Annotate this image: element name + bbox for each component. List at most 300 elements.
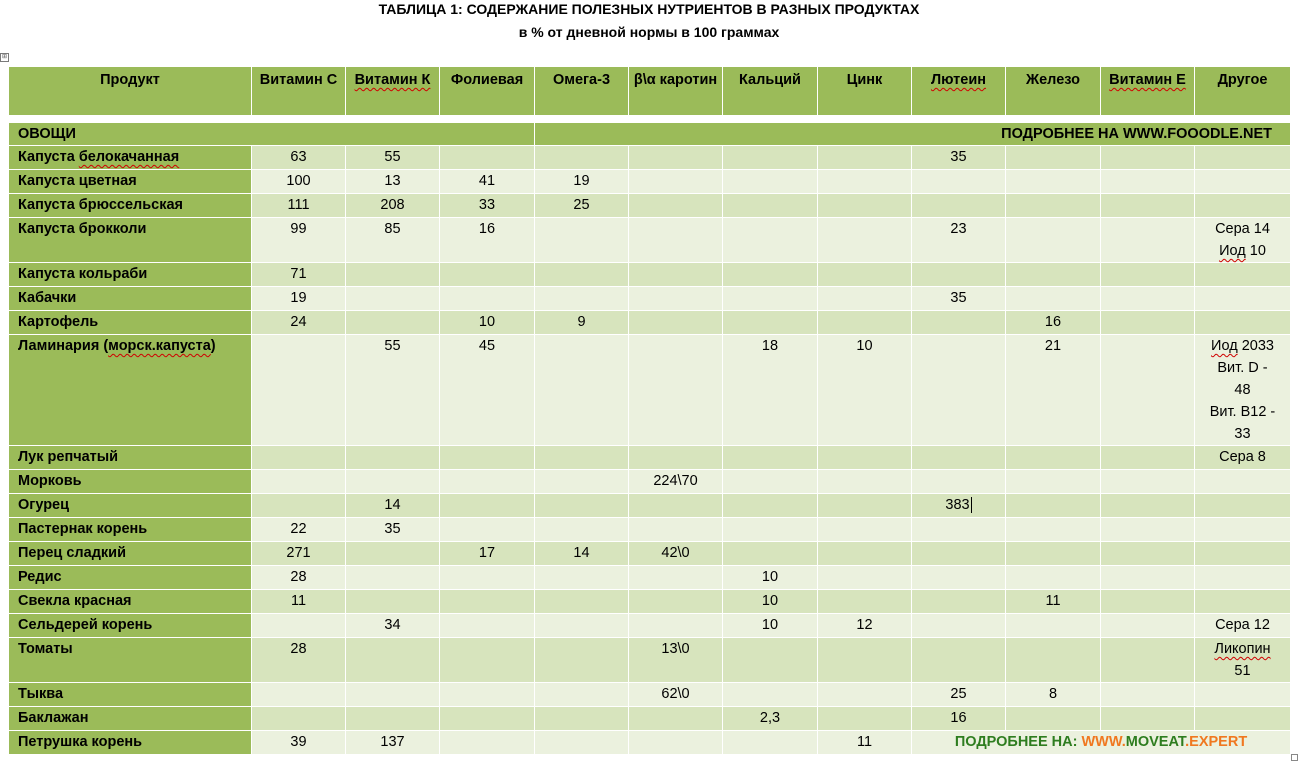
value-cell — [1195, 566, 1291, 590]
section-label: ОВОЩИ — [9, 123, 535, 146]
spacer-row — [9, 116, 1291, 123]
value-cell — [1006, 518, 1101, 542]
value-cell — [346, 683, 440, 707]
product-name — [9, 707, 252, 731]
value-cell — [440, 707, 535, 731]
product-name — [9, 311, 252, 335]
value-cell — [912, 170, 1006, 194]
value-cell — [1006, 287, 1101, 311]
value-cell — [723, 311, 818, 335]
product-label: Перец сладкий — [18, 545, 126, 561]
value-cell — [1101, 542, 1195, 566]
value-cell — [440, 518, 535, 542]
product-label: Ламинария (морск.капуста) — [18, 338, 216, 354]
value-cell — [440, 731, 535, 755]
value-cell — [818, 707, 912, 731]
value-cell — [629, 518, 723, 542]
value-cell — [912, 518, 1006, 542]
spellcheck-word: белокачанная — [78, 149, 180, 165]
value-cell: 62\0 — [629, 683, 723, 707]
value-cell — [346, 311, 440, 335]
value-cell — [912, 194, 1006, 218]
value-cell — [629, 218, 723, 263]
product-name — [9, 542, 252, 566]
value-cell — [723, 542, 818, 566]
product-label: Петрушка корень — [18, 734, 143, 750]
product-label: Кабачки — [18, 290, 77, 306]
page-title: ТАБЛИЦА 1: СОДЕРЖАНИЕ ПОЛЕЗНЫХ НУТРИЕНТОВ В РАЗНЫХ ПРОДУКТАХ — [378, 1, 920, 17]
other-line: Вит. D - — [1217, 360, 1268, 376]
other-line: Иод 10 — [1219, 243, 1266, 259]
value-cell — [818, 518, 912, 542]
value-cell — [1006, 494, 1101, 518]
value-cell: 10 — [723, 566, 818, 590]
other-line: 51 — [1234, 663, 1251, 679]
value-cell: 11 — [252, 590, 346, 614]
value-cell — [629, 311, 723, 335]
value-cell: 19 — [252, 287, 346, 311]
value-cell — [723, 194, 818, 218]
column-header-6 — [723, 67, 818, 116]
value-cell — [629, 446, 723, 470]
value-cell: 71 — [252, 263, 346, 287]
value-cell — [1006, 446, 1101, 470]
value-cell — [1195, 518, 1291, 542]
value-cell — [818, 590, 912, 614]
product-label: Капуста цветная — [18, 173, 137, 189]
column-header-5 — [629, 67, 723, 116]
value-cell — [1195, 146, 1291, 170]
table-row — [9, 494, 1291, 518]
product-label: Огурец — [18, 497, 70, 513]
value-cell: 25 — [535, 194, 629, 218]
value-cell: 28 — [252, 638, 346, 683]
value-cell — [818, 194, 912, 218]
value-cell — [1101, 638, 1195, 683]
value-cell — [1195, 287, 1291, 311]
value-cell — [252, 614, 346, 638]
value-cell — [535, 683, 629, 707]
value-cell — [440, 470, 535, 494]
column-header-10 — [1101, 67, 1195, 116]
value-cell — [1195, 590, 1291, 614]
value-cell — [629, 335, 723, 446]
other-cell — [1195, 218, 1291, 263]
value-cell — [1101, 263, 1195, 287]
value-cell: Сера 8 — [1195, 446, 1291, 470]
column-header-9 — [1006, 67, 1101, 116]
product-label: Капуста кольраби — [18, 266, 148, 282]
product-label: Пастернак корень — [18, 521, 148, 537]
value-cell — [1006, 218, 1101, 263]
value-cell: 14 — [535, 542, 629, 566]
table-row — [9, 566, 1291, 590]
value-cell — [912, 311, 1006, 335]
value-cell — [629, 731, 723, 755]
value-cell — [1195, 542, 1291, 566]
table-row — [9, 287, 1291, 311]
product-label: Морковь — [18, 473, 82, 489]
footer-ad[interactable] — [912, 731, 1291, 755]
value-cell — [535, 707, 629, 731]
value-cell: 19 — [535, 170, 629, 194]
table-row — [9, 470, 1291, 494]
value-cell — [535, 218, 629, 263]
value-cell: 99 — [252, 218, 346, 263]
value-cell — [818, 287, 912, 311]
table-row — [9, 590, 1291, 614]
product-label: Капуста брокколи — [18, 221, 147, 237]
value-cell: 85 — [346, 218, 440, 263]
value-cell — [1195, 170, 1291, 194]
value-cell: 14 — [346, 494, 440, 518]
value-cell: Сера 12 — [1195, 614, 1291, 638]
column-header-7 — [818, 67, 912, 116]
value-cell — [912, 470, 1006, 494]
product-name — [9, 518, 252, 542]
ad-brand: MOVEAT — [1125, 734, 1186, 750]
value-cell — [1101, 614, 1195, 638]
value-cell: 55 — [346, 335, 440, 446]
product-name — [9, 614, 252, 638]
column-header-label: Кальций — [739, 72, 801, 88]
value-cell: 208 — [346, 194, 440, 218]
subtitle-text: % от дневной нормы в 100 граммах — [531, 24, 780, 40]
value-cell: 13\0 — [629, 638, 723, 683]
value-cell: 137 — [346, 731, 440, 755]
value-cell — [1101, 218, 1195, 263]
value-cell — [440, 638, 535, 683]
value-cell: 271 — [252, 542, 346, 566]
value-cell: 11 — [1006, 590, 1101, 614]
other-cell — [1195, 638, 1291, 683]
column-header-3 — [440, 67, 535, 116]
column-header-0 — [9, 67, 252, 116]
value-cell — [346, 590, 440, 614]
value-cell — [912, 446, 1006, 470]
value-cell — [252, 494, 346, 518]
value-cell — [818, 170, 912, 194]
value-cell — [1006, 146, 1101, 170]
value-cell: 111 — [252, 194, 346, 218]
value-cell — [912, 614, 1006, 638]
value-cell — [440, 590, 535, 614]
value-cell — [723, 146, 818, 170]
other-line: Сера 14 — [1215, 221, 1270, 237]
value-cell: 28 — [252, 566, 346, 590]
column-header-label: Продукт — [100, 72, 160, 88]
value-cell: 13 — [346, 170, 440, 194]
product-label: Картофель — [18, 314, 99, 330]
product-label: Свекла красная — [18, 593, 132, 609]
value-cell — [629, 194, 723, 218]
value-cell — [535, 638, 629, 683]
product-label: Томаты — [18, 641, 73, 657]
ad-prefix: ПОДРОБНЕЕ НА: — [954, 734, 1082, 750]
value-cell — [1195, 263, 1291, 287]
value-cell — [723, 218, 818, 263]
value-cell: 12 — [818, 614, 912, 638]
value-cell — [912, 638, 1006, 683]
table-row — [9, 731, 1291, 755]
value-cell — [1006, 566, 1101, 590]
product-name — [9, 446, 252, 470]
value-cell — [629, 494, 723, 518]
product-name — [9, 194, 252, 218]
value-cell: 45 — [440, 335, 535, 446]
value-cell: 35 — [346, 518, 440, 542]
value-cell: 10 — [723, 590, 818, 614]
product-name — [9, 638, 252, 683]
value-cell: 22 — [252, 518, 346, 542]
value-cell — [629, 287, 723, 311]
value-cell — [1195, 683, 1291, 707]
value-cell — [440, 146, 535, 170]
value-cell — [723, 170, 818, 194]
subtitle-prefix: в — [518, 24, 528, 40]
value-cell — [1006, 470, 1101, 494]
product-label: Капуста белокачанная — [18, 149, 180, 165]
value-cell: 10 — [818, 335, 912, 446]
value-cell — [535, 614, 629, 638]
column-header-label: Другое — [1217, 72, 1268, 88]
column-header-11 — [1195, 67, 1291, 116]
value-cell — [723, 494, 818, 518]
product-name — [9, 335, 252, 446]
column-header-label: Омега-3 — [552, 72, 611, 88]
table-row — [9, 218, 1291, 263]
table-row — [9, 518, 1291, 542]
value-cell: 34 — [346, 614, 440, 638]
value-cell — [1006, 707, 1101, 731]
ad-dot: . — [1185, 734, 1190, 750]
section-link[interactable]: ПОДРОБНЕЕ НА WWW.FOOODLE.NET — [535, 123, 1291, 146]
value-cell — [818, 566, 912, 590]
page-subtitle — [0, 24, 1298, 40]
value-cell — [818, 470, 912, 494]
column-header-label: Витамин К — [354, 72, 431, 88]
text-cursor: 383 — [945, 497, 970, 513]
value-cell — [723, 470, 818, 494]
value-cell: 33 — [440, 194, 535, 218]
value-cell — [818, 638, 912, 683]
table-row — [9, 683, 1291, 707]
spellcheck-word: Ликопин — [1214, 641, 1271, 657]
other-line: 33 — [1234, 426, 1251, 442]
value-cell — [629, 590, 723, 614]
value-cell: 21 — [1006, 335, 1101, 446]
value-cell — [912, 542, 1006, 566]
value-cell — [1101, 566, 1195, 590]
value-cell — [629, 170, 723, 194]
value-cell — [535, 518, 629, 542]
value-cell — [818, 263, 912, 287]
product-name — [9, 590, 252, 614]
value-cell: 39 — [252, 731, 346, 755]
product-name — [9, 566, 252, 590]
value-cell — [346, 263, 440, 287]
value-cell — [629, 566, 723, 590]
product-label: Редис — [18, 569, 62, 585]
value-cell — [1006, 542, 1101, 566]
value-cell — [1101, 170, 1195, 194]
header-row — [9, 67, 1291, 116]
product-name — [9, 731, 252, 755]
value-cell: 16 — [440, 218, 535, 263]
value-cell — [252, 335, 346, 446]
value-cell: 35 — [912, 287, 1006, 311]
value-cell — [440, 446, 535, 470]
value-cell — [535, 590, 629, 614]
value-cell: 100 — [252, 170, 346, 194]
value-cell: 25 — [912, 683, 1006, 707]
value-cell — [346, 707, 440, 731]
section-row — [9, 123, 1291, 146]
ad-tld: EXPERT — [1189, 734, 1248, 750]
table-row — [9, 638, 1291, 683]
product-name — [9, 470, 252, 494]
value-cell: 41 — [440, 170, 535, 194]
value-cell: 55 — [346, 146, 440, 170]
value-cell — [535, 263, 629, 287]
value-cell — [818, 683, 912, 707]
value-cell: 11 — [818, 731, 912, 755]
other-line — [1195, 638, 1290, 660]
value-cell — [818, 446, 912, 470]
product-label: Баклажан — [18, 710, 89, 726]
value-cell — [346, 446, 440, 470]
table-row — [9, 263, 1291, 287]
value-cell — [535, 566, 629, 590]
value-cell: 2,3 — [723, 707, 818, 731]
column-header-label: Фолиевая — [450, 72, 524, 88]
product-label: Сельдерей корень — [18, 617, 153, 633]
value-cell — [440, 494, 535, 518]
column-header-label: Железо — [1026, 72, 1080, 88]
table-row — [9, 146, 1291, 170]
value-cell — [252, 683, 346, 707]
value-cell — [818, 494, 912, 518]
value-cell — [723, 731, 818, 755]
value-cell: 24 — [252, 311, 346, 335]
value-cell — [440, 263, 535, 287]
value-cell — [818, 542, 912, 566]
value-cell — [912, 335, 1006, 446]
value-cell — [1006, 638, 1101, 683]
value-cell — [1195, 707, 1291, 731]
value-cell — [912, 263, 1006, 287]
product-label: Лук репчатый — [18, 449, 119, 465]
product-name — [9, 287, 252, 311]
other-cell — [1195, 335, 1291, 446]
column-header-label: Витамин С — [259, 72, 338, 88]
value-cell — [1195, 470, 1291, 494]
value-cell — [723, 287, 818, 311]
column-header-label: Лютеин — [930, 72, 987, 88]
table-row — [9, 614, 1291, 638]
product-name — [9, 683, 252, 707]
value-cell — [252, 446, 346, 470]
value-cell — [346, 566, 440, 590]
value-cell — [723, 518, 818, 542]
value-cell — [818, 311, 912, 335]
product-name — [9, 170, 252, 194]
value-cell — [629, 146, 723, 170]
value-cell — [1006, 170, 1101, 194]
value-cell: 35 — [912, 146, 1006, 170]
table-row — [9, 707, 1291, 731]
table-row — [9, 335, 1291, 446]
value-cell — [252, 470, 346, 494]
product-name — [9, 494, 252, 518]
value-cell — [1101, 683, 1195, 707]
value-cell — [912, 494, 1006, 518]
value-cell — [1006, 263, 1101, 287]
table-row — [9, 542, 1291, 566]
value-cell: 9 — [535, 311, 629, 335]
value-cell: 42\0 — [629, 542, 723, 566]
spellcheck-word: Иод — [1219, 243, 1246, 259]
table-row — [9, 170, 1291, 194]
value-cell — [912, 566, 1006, 590]
value-cell — [346, 638, 440, 683]
product-label: Капуста брюссельская — [18, 197, 183, 213]
other-line: Иод 2033 — [1211, 338, 1274, 354]
column-header-2 — [346, 67, 440, 116]
value-cell: 23 — [912, 218, 1006, 263]
value-cell — [723, 683, 818, 707]
column-header-1 — [252, 67, 346, 116]
column-header-8 — [912, 67, 1006, 116]
ad-www: WWW. — [1081, 734, 1126, 750]
table-move-handle-icon[interactable]: ⊞ — [1, 54, 8, 60]
spellcheck-word: Иод — [1211, 338, 1238, 354]
value-cell — [440, 287, 535, 311]
value-cell — [440, 566, 535, 590]
value-cell — [1101, 494, 1195, 518]
value-cell — [1195, 311, 1291, 335]
resize-handle[interactable] — [1291, 754, 1298, 761]
value-cell — [629, 707, 723, 731]
value-cell: 224\70 — [629, 470, 723, 494]
value-cell — [535, 494, 629, 518]
value-cell: 8 — [1006, 683, 1101, 707]
nutrients-table — [8, 66, 1291, 755]
value-cell: 16 — [1006, 311, 1101, 335]
product-name — [9, 218, 252, 263]
value-cell — [1195, 194, 1291, 218]
product-label: Тыква — [18, 686, 64, 702]
value-cell: 16 — [912, 707, 1006, 731]
value-cell — [1101, 335, 1195, 446]
value-cell: 18 — [723, 335, 818, 446]
value-cell — [1101, 446, 1195, 470]
value-cell — [1101, 146, 1195, 170]
value-cell — [440, 614, 535, 638]
value-cell — [1101, 470, 1195, 494]
column-header-label: β\α каротин — [633, 72, 718, 88]
value-cell — [818, 146, 912, 170]
other-line: Вит. В12 - — [1209, 404, 1276, 420]
column-header-label: Цинк — [846, 72, 883, 88]
value-cell — [1101, 311, 1195, 335]
value-cell: 10 — [723, 614, 818, 638]
value-cell — [535, 446, 629, 470]
value-cell — [723, 638, 818, 683]
value-cell: 17 — [440, 542, 535, 566]
value-cell — [1006, 194, 1101, 218]
value-cell — [440, 683, 535, 707]
